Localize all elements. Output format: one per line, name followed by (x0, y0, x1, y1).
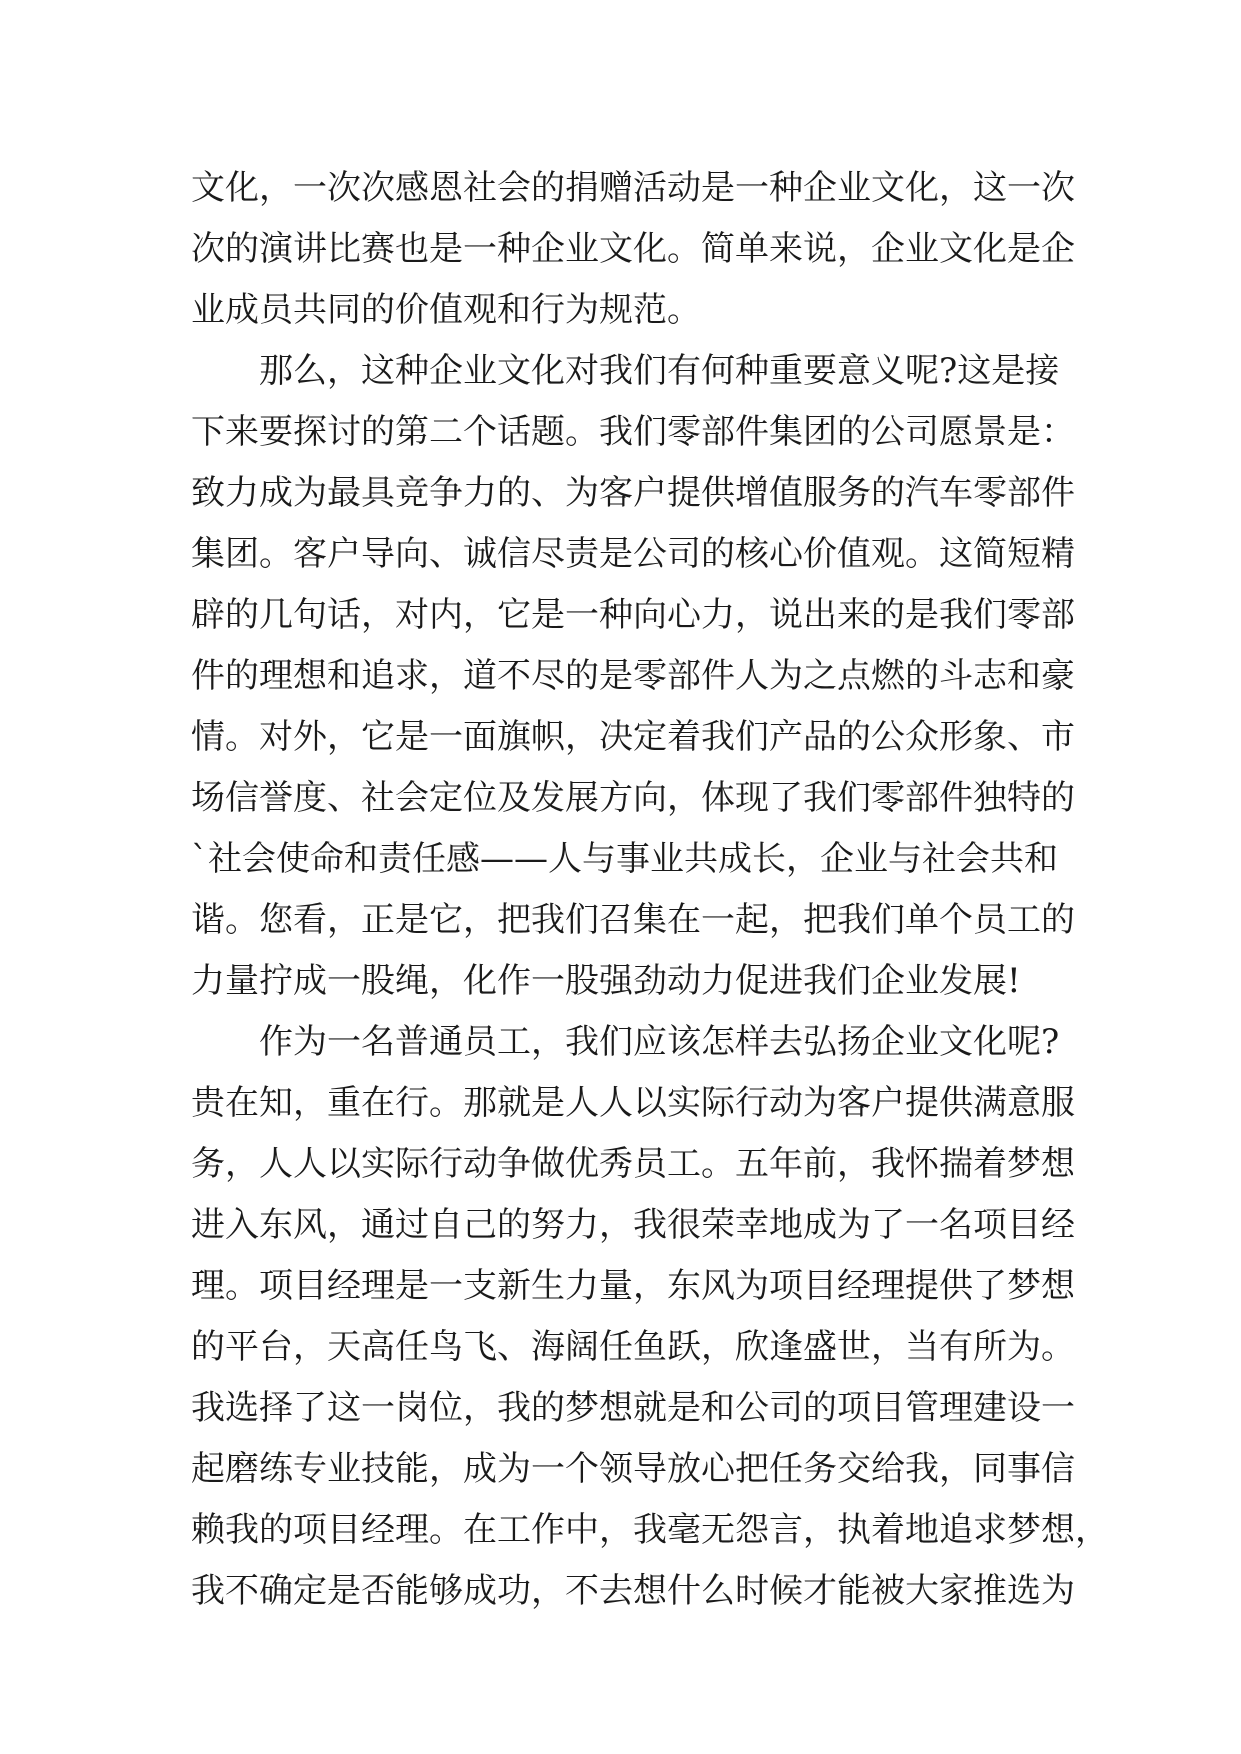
text-line: 情。对外，它是一面旗帜，决定着我们产品的公众形象、市 (191, 717, 1075, 757)
text-line: 集团。客户导向、诚信尽责是公司的核心价值观。这简短精 (191, 534, 1075, 574)
document-body (191, 158, 1109, 1622)
paragraph-first-line: 那么，这种企业文化对我们有何种重要意义呢?这是接 (259, 351, 1060, 391)
text-line: 力量拧成一股绳，化作一股强劲动力促进我们企业发展! (191, 961, 1021, 1001)
paragraph-first-line: 作为一名普通员工，我们应该怎样去弘扬企业文化呢? (259, 1022, 1060, 1062)
text-line: 起磨练专业技能，成为一个领导放心把任务交给我，同事信 (191, 1449, 1075, 1489)
text-line: 我不确定是否能够成功，不去想什么时候才能被大家推选为 (191, 1571, 1075, 1611)
text-line: 次的演讲比赛也是一种企业文化。简单来说，企业文化是企 (191, 229, 1075, 269)
text-line: `社会使命和责任感——人与事业共成长，企业与社会共和 (191, 839, 1058, 879)
text-line: 我选择了这一岗位，我的梦想就是和公司的项目管理建设一 (191, 1388, 1075, 1428)
text-line: 业成员共同的价值观和行为规范。 (191, 290, 701, 330)
text-line: 场信誉度、社会定位及发展方向，体现了我们零部件独特的 (191, 778, 1075, 818)
text-line: 务，人人以实际行动争做优秀员工。五年前，我怀揣着梦想 (191, 1144, 1075, 1184)
text-line: 赖我的项目经理。在工作中，我毫无怨言，执着地追求梦想， (191, 1510, 1109, 1550)
text-line: 理。项目经理是一支新生力量，东风为项目经理提供了梦想 (191, 1266, 1075, 1306)
text-line: 谐。您看，正是它，把我们召集在一起，把我们单个员工的 (191, 900, 1075, 940)
text-line: 的平台，天高任鸟飞、海阔任鱼跃，欣逢盛世，当有所为。 (191, 1327, 1075, 1367)
text-line: 件的理想和追求，道不尽的是零部件人为之点燃的斗志和豪 (191, 656, 1075, 696)
text-line: 贵在知，重在行。那就是人人以实际行动为客户提供满意服 (191, 1083, 1075, 1123)
text-line: 进入东风，通过自己的努力，我很荣幸地成为了一名项目经 (191, 1205, 1075, 1245)
text-line: 致力成为最具竞争力的、为客户提供增值服务的汽车零部件 (191, 473, 1075, 513)
text-line: 下来要探讨的第二个话题。我们零部件集团的公司愿景是： (191, 412, 1075, 452)
text-line: 辟的几句话，对内，它是一种向心力，说出来的是我们零部 (191, 595, 1075, 635)
text-line: 文化，一次次感恩社会的捐赠活动是一种企业文化，这一次 (191, 168, 1075, 208)
